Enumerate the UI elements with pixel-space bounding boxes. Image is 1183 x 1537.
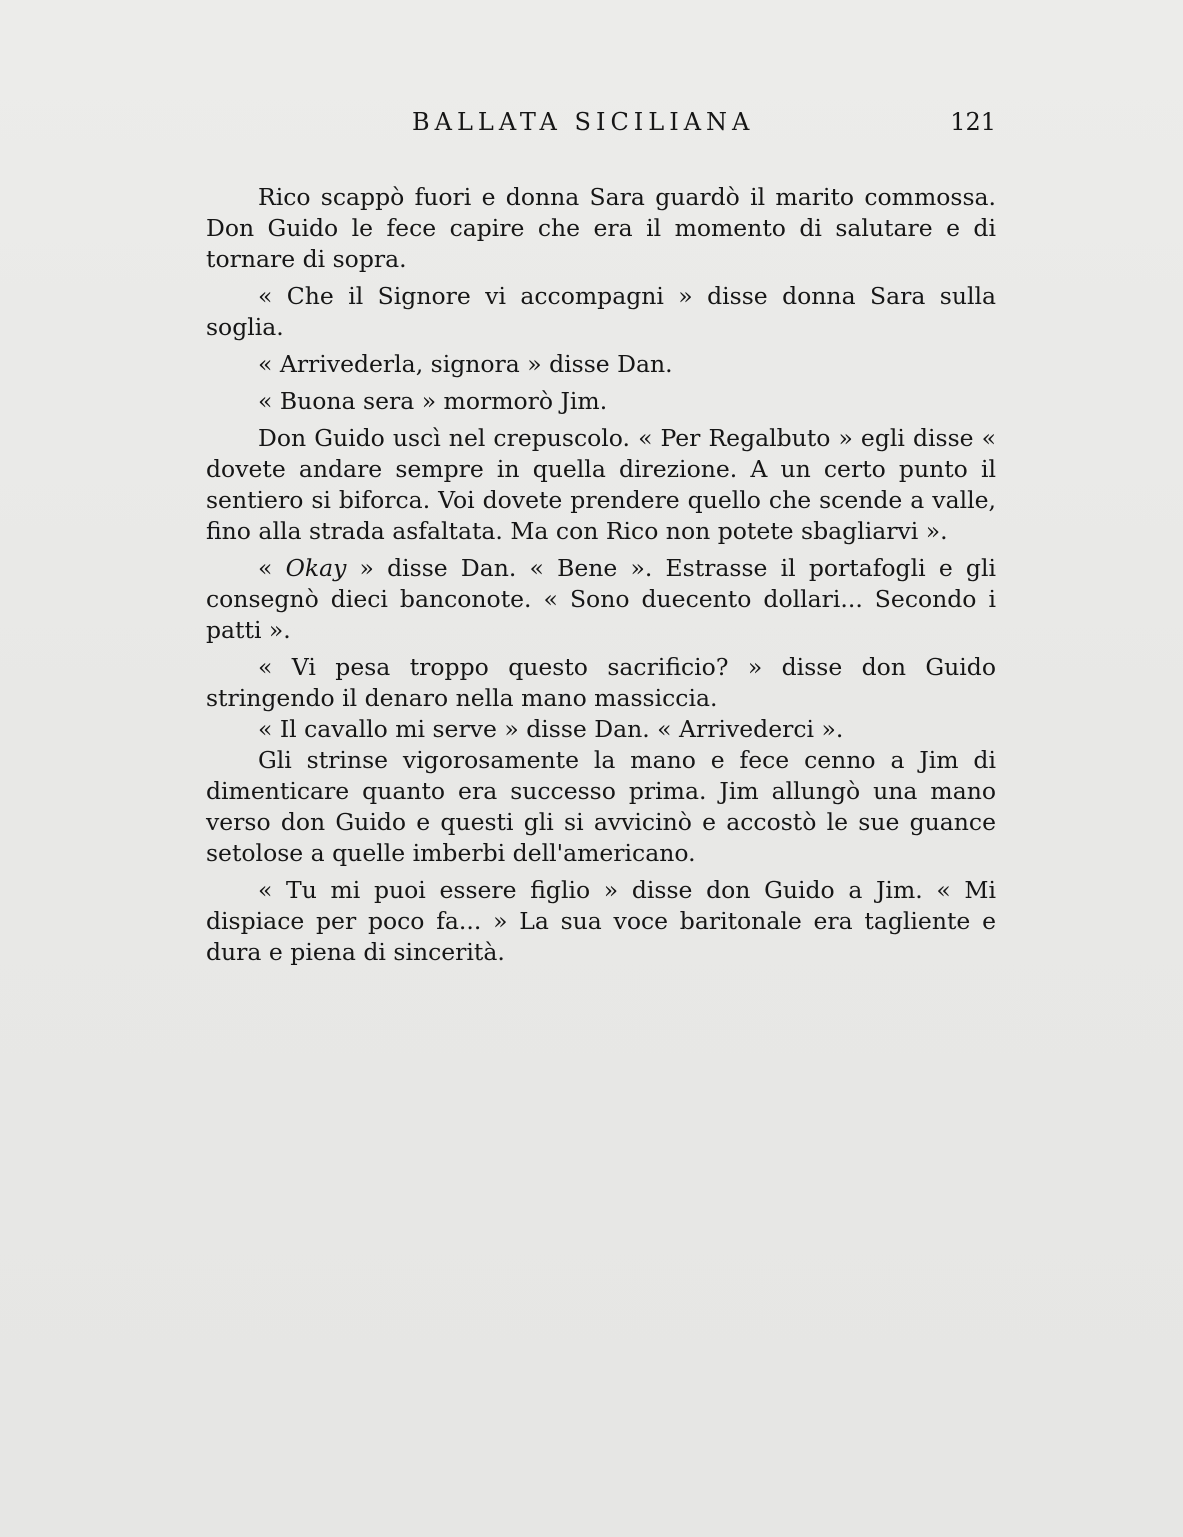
paragraph-rest: » disse Dan. « Bene ». Estrasse il portafogli e gli consegnò dieci banconote. « Sono duecento dollari... Secondo i patti ». bbox=[206, 554, 996, 644]
paragraph: « Buona sera » mormorò Jim. bbox=[258, 387, 608, 415]
page-number: 121 bbox=[950, 108, 996, 136]
paragraph: « Il cavallo mi serve » disse Dan. « Arrivederci ». bbox=[258, 715, 844, 743]
paragraph: « Tu mi puoi essere figlio » disse don Guido a Jim. « Mi dispiace per poco fa... » La sua voce baritonale era tagliente e dura e piena di sincerità. bbox=[206, 876, 996, 966]
paragraph: Gli strinse vigorosamente la mano e fece cenno a Jim di dimenticare quanto era successo prima. Jim allungò una mano verso don Guido e questi gli si avvicinò e accostò le sue guance setolose a quelle imberbi dell'americano. bbox=[206, 746, 996, 867]
italic-word: Okay bbox=[285, 554, 347, 582]
paragraph: « Che il Signore vi accompagni » disse donna Sara sulla soglia. bbox=[206, 282, 996, 341]
paragraph: Don Guido uscì nel crepuscolo. « Per Regalbuto » egli disse « dovete andare sempre in quella direzione. A un certo punto il sentiero si biforca. Voi dovete prendere quello che scende a valle, fino alla strada asfaltata. Ma con Rico non potete sbagliarvi ». bbox=[206, 424, 996, 545]
running-header bbox=[206, 108, 996, 142]
paragraph: Rico scappò fuori e donna Sara guardò il marito commossa. Don Guido le fece capire che era il momento di salutare e di tornare di sopra. bbox=[206, 183, 996, 273]
body-text bbox=[206, 182, 996, 974]
quote-open: « bbox=[258, 554, 286, 582]
paragraph bbox=[206, 553, 996, 646]
paragraph: « Vi pesa troppo questo sacrificio? » disse don Guido stringendo il denaro nella mano massiccia. bbox=[206, 653, 996, 712]
running-title: BALLATA SICILIANA bbox=[412, 108, 755, 136]
paragraph: « Arrivederla, signora » disse Dan. bbox=[258, 350, 673, 378]
